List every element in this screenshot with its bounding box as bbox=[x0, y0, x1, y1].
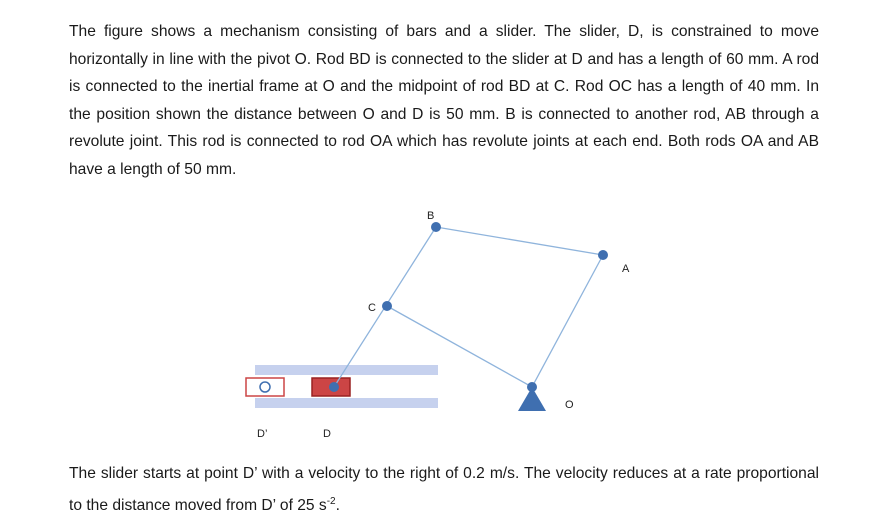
label-c: C bbox=[368, 302, 376, 314]
paragraph-2-end: . bbox=[335, 496, 340, 514]
paragraph-2-text: The slider starts at point D’ with a velocity to the right of 0.2 m/s. The velocity reduces at a rate proportional to the distance moved from D’ of 25 s bbox=[69, 465, 819, 514]
rod-oa bbox=[532, 255, 603, 387]
label-b: B bbox=[427, 210, 435, 222]
label-a: A bbox=[622, 263, 630, 275]
joint-a bbox=[598, 250, 608, 260]
joint-d bbox=[329, 382, 339, 392]
guide-rail-bottom bbox=[255, 398, 438, 408]
problem-paragraph-2 bbox=[69, 460, 819, 519]
ghost-slider-joint bbox=[260, 382, 270, 392]
rod-ab bbox=[436, 227, 603, 255]
label-d-prime: D’ bbox=[257, 428, 268, 440]
joint-o bbox=[527, 382, 537, 392]
label-d: D bbox=[323, 428, 331, 440]
problem-paragraph-1: The figure shows a mechanism consisting of bars and a slider. The slider, D, is constrained to move horizontally in line with the pivot O. Rod BD is connected to the slider at D and has a length of 60 mm. A rod is connected to the inertial frame at O and the midpoint of rod BD at C. Rod OC has a length of 40 mm. In the position shown the distance between O and D is 50 mm. B is connected to another rod, AB through a revolute joint. This rod is connected to rod OA which has revolute joints at each end. Both rods OA and AB have a length of 50 mm. bbox=[69, 23, 819, 178]
label-o: O bbox=[565, 399, 574, 411]
joint-c bbox=[382, 301, 392, 311]
joint-b bbox=[431, 222, 441, 232]
paragraph-2-exponent: -2 bbox=[326, 495, 336, 507]
